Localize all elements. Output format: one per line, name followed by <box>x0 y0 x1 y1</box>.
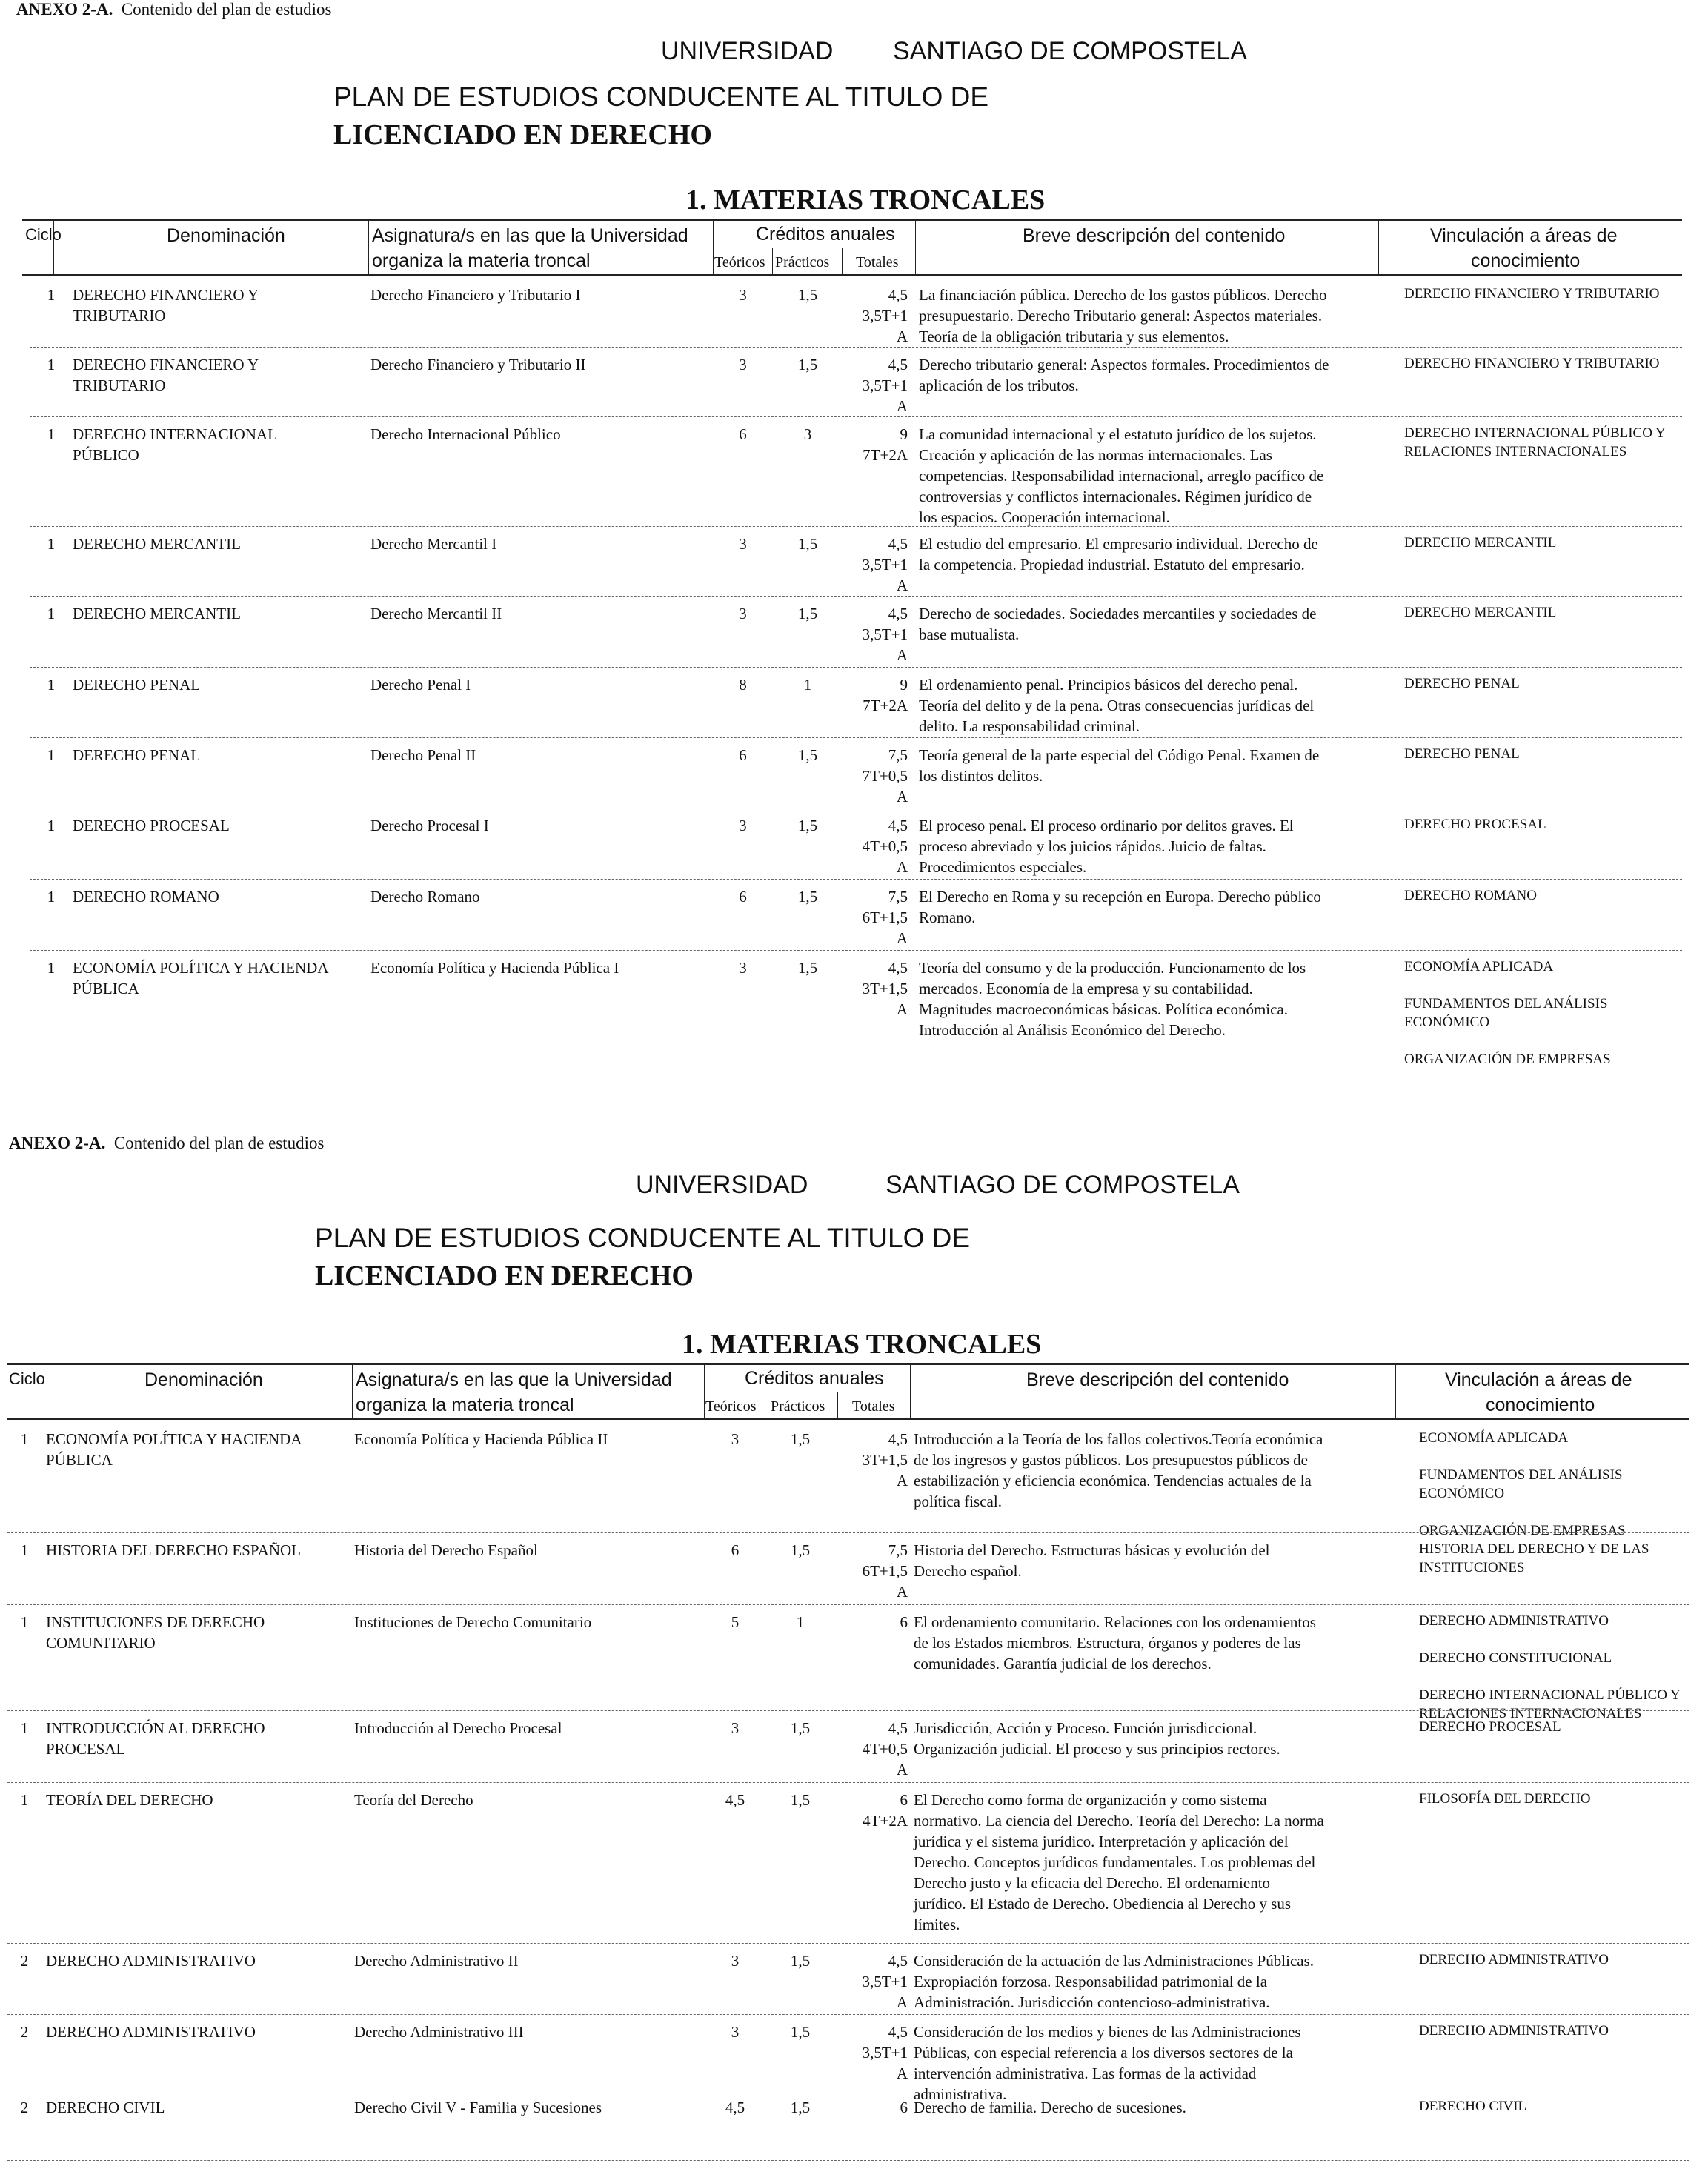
row-ciclo: 1 <box>47 676 56 694</box>
header-vinculacion-line2: conocimiento <box>1471 250 1581 271</box>
row-areas: DERECHO MERCANTIL <box>1404 605 1557 620</box>
row-practicos: 1,5 <box>797 746 818 764</box>
row-areas: DERECHO PENAL <box>1404 676 1520 691</box>
university-label: UNIVERSIDAD <box>661 37 834 65</box>
row-denominacion: INTRODUCCIÓN AL DERECHO PROCESAL <box>46 1719 265 1758</box>
row-descripcion: El estudio del empresario. El empresario individual. Derecho de la competencia. Propiedad industrial. Estatuto del empresario. <box>919 535 1318 574</box>
row-totales: 6 <box>900 1613 908 1631</box>
row-practicos: 1 <box>796 1613 805 1631</box>
row-divider <box>30 596 1682 597</box>
row-areas: DERECHO PROCESAL <box>1404 817 1546 832</box>
header-vinculacion-line2: conocimiento <box>1486 1395 1595 1415</box>
row-ciclo: 1 <box>47 746 56 764</box>
row-ciclo: 1 <box>47 605 56 622</box>
header-teoricos: Teóricos <box>714 254 765 270</box>
row-denominacion: DERECHO PENAL <box>73 676 201 694</box>
row-teoricos: 8 <box>739 676 747 694</box>
header-totales: Totales <box>856 254 899 270</box>
row-asignatura: Introducción al Derecho Procesal <box>354 1719 562 1737</box>
row-ciclo: 1 <box>20 1791 29 1809</box>
row-practicos: 1,5 <box>790 1541 811 1559</box>
row-practicos: 1,5 <box>797 959 818 977</box>
row-practicos: 1,5 <box>797 356 818 373</box>
row-denominacion: TEORÍA DEL DERECHO <box>46 1791 213 1809</box>
header-descripcion: Breve descripción del contenido <box>1026 1369 1289 1390</box>
section-title: 1. MATERIAS TRONCALES <box>682 1329 1042 1360</box>
row-practicos: 1,5 <box>790 1791 811 1809</box>
row-divider <box>7 1943 1689 1944</box>
row-totales: 4,5 4T+0,5 A <box>862 1719 908 1778</box>
row-practicos: 1,5 <box>797 888 818 906</box>
row-asignatura: Derecho Financiero y Tributario II <box>370 356 586 373</box>
row-descripcion: Teoría del consumo y de la producción. Funcionamento de los mercados. Economía de la empresa y su contabilidad. Magnitudes macroeconómicas básicas. Política económica. Introducción al Análisis Económico del Derecho. <box>919 959 1306 1039</box>
row-descripcion: El Derecho en Roma y su recepción en Europa. Derecho público Romano. <box>919 888 1321 926</box>
header-vinculacion-line1: Vinculación a áreas de <box>1445 1369 1632 1390</box>
row-totales: 4,5 3,5T+1 A <box>862 286 908 345</box>
row-totales: 9 7T+2A <box>863 676 908 714</box>
row-asignatura: Economía Política y Hacienda Pública I <box>370 959 619 977</box>
row-denominacion: DERECHO INTERNACIONAL PÚBLICO <box>73 425 277 464</box>
plan-title: PLAN DE ESTUDIOS CONDUCENTE AL TITULO DE <box>333 82 989 112</box>
row-ciclo: 1 <box>47 286 56 304</box>
row-practicos: 1,5 <box>790 2023 811 2041</box>
row-ciclo: 2 <box>20 1952 29 1970</box>
row-descripcion: El Derecho como forma de organización y como sistema normativo. La ciencia del Derecho. Teoría del Derecho: La norma jurídica y el sistema jurídico. Interpretación y aplicación del Derecho. Conceptos jurídicos fundamentales. Los problemas del Derecho justo y la eficacia del Derecho. El ordenamiento jurídico. El Estado de Derecho. Obediencia al Derecho y sus límites. <box>914 1791 1324 1933</box>
row-denominacion: HISTORIA DEL DERECHO ESPAÑOL <box>46 1541 301 1559</box>
row-totales: 4,5 3T+1,5 A <box>862 1430 908 1489</box>
row-descripcion: El ordenamiento penal. Principios básicos del derecho penal. Teoría del delito y de la pena. Otras consecuencias jurídicas del delito. La responsabilidad criminal. <box>919 676 1315 735</box>
row-asignatura: Derecho Administrativo II <box>354 1952 519 1970</box>
row-areas: DERECHO ADMINISTRATIVO <box>1419 1952 1609 1967</box>
row-divider <box>7 2160 1689 2161</box>
header-creditos: Créditos anuales <box>756 224 895 245</box>
row-areas: DERECHO PROCESAL <box>1419 1719 1561 1735</box>
row-asignatura: Derecho Administrativo III <box>354 2023 524 2041</box>
row-denominacion: DERECHO MERCANTIL <box>73 605 241 622</box>
header-totales: Totales <box>852 1398 895 1415</box>
row-practicos: 1,5 <box>790 1430 811 1448</box>
row-totales: 4,5 3,5T+1 A <box>862 535 908 594</box>
row-descripcion: Historia del Derecho. Estructuras básicas y evolución del Derecho español. <box>914 1541 1270 1580</box>
row-teoricos: 5 <box>731 1613 740 1631</box>
row-descripcion: Consideración de la actuación de las Administraciones Públicas. Expropiación forzosa. Responsabilidad patrimonial de la Administración. Jurisdicción contencioso-administrativa. <box>914 1952 1315 2011</box>
row-teoricos: 3 <box>739 535 747 553</box>
row-denominacion: DERECHO ADMINISTRATIVO <box>46 1952 256 1970</box>
row-descripcion: Derecho de sociedades. Sociedades mercantiles y sociedades de base mutualista. <box>919 605 1317 643</box>
row-ciclo: 1 <box>47 356 56 373</box>
row-asignatura: Teoría del Derecho <box>354 1791 473 1809</box>
header-descripcion: Breve descripción del contenido <box>1023 225 1286 246</box>
row-denominacion: DERECHO ROMANO <box>73 888 219 906</box>
row-divider <box>30 950 1682 951</box>
header-ciclo: Ciclo <box>25 225 62 244</box>
university-name: SANTIAGO DE COMPOSTELA <box>885 1171 1240 1199</box>
row-practicos: 1,5 <box>790 1952 811 1970</box>
row-asignatura: Derecho Civil V - Familia y Sucesiones <box>354 2099 602 2116</box>
row-ciclo: 1 <box>20 1541 29 1559</box>
row-asignatura: Derecho Mercantil I <box>370 535 497 553</box>
degree-title: LICENCIADO EN DERECHO <box>333 119 712 150</box>
row-divider <box>30 347 1682 348</box>
row-teoricos: 6 <box>731 1541 740 1559</box>
section-title: 1. MATERIAS TRONCALES <box>685 185 1046 216</box>
row-teoricos: 3 <box>739 356 747 373</box>
degree-title: LICENCIADO EN DERECHO <box>315 1260 694 1292</box>
plan-title: PLAN DE ESTUDIOS CONDUCENTE AL TITULO DE <box>315 1223 971 1253</box>
row-asignatura: Derecho Penal II <box>370 746 476 764</box>
header-asignatura-line1: Asignatura/s en las que la Universidad <box>356 1369 672 1390</box>
row-teoricos: 4,5 <box>725 2099 745 2116</box>
row-areas: DERECHO ROMANO <box>1404 888 1537 903</box>
row-asignatura: Derecho Penal I <box>370 676 471 694</box>
row-ciclo: 1 <box>47 535 56 553</box>
row-totales: 4,5 3T+1,5 A <box>862 959 908 1018</box>
row-denominacion: DERECHO MERCANTIL <box>73 535 241 553</box>
row-practicos: 1,5 <box>797 286 818 304</box>
row-denominacion: DERECHO FINANCIERO Y TRIBUTARIO <box>73 356 259 394</box>
row-asignatura: Derecho Financiero y Tributario I <box>370 286 581 304</box>
row-denominacion: DERECHO ADMINISTRATIVO <box>46 2023 256 2041</box>
row-teoricos: 6 <box>739 425 747 443</box>
row-totales: 4,5 3,5T+1 A <box>862 605 908 664</box>
row-totales: 9 7T+2A <box>863 425 908 464</box>
header-asignatura-line1: Asignatura/s en las que la Universidad <box>372 225 688 246</box>
row-teoricos: 3 <box>739 286 747 304</box>
row-totales: 6 <box>900 2099 908 2116</box>
row-asignatura: Derecho Romano <box>370 888 480 906</box>
header-asignatura-line2: organiza la materia troncal <box>372 250 591 271</box>
row-descripcion: Derecho tributario general: Aspectos formales. Procedimientos de aplicación de los tributos. <box>919 356 1329 394</box>
row-totales: 4,5 3,5T+1 A <box>862 1952 908 2011</box>
row-asignatura: Instituciones de Derecho Comunitario <box>354 1613 592 1631</box>
header-asignatura-line2: organiza la materia troncal <box>356 1395 574 1415</box>
row-denominacion: DERECHO CIVIL <box>46 2099 165 2116</box>
row-areas: DERECHO ADMINISTRATIVO <box>1419 2023 1609 2039</box>
row-divider <box>30 737 1682 738</box>
row-denominacion: ECONOMÍA POLÍTICA Y HACIENDA PÚBLICA <box>73 959 329 997</box>
row-areas: DERECHO FINANCIERO Y TRIBUTARIO <box>1404 286 1660 302</box>
row-asignatura: Derecho Procesal I <box>370 817 489 834</box>
row-areas: DERECHO FINANCIERO Y TRIBUTARIO <box>1404 356 1660 371</box>
row-practicos: 1,5 <box>797 817 818 834</box>
row-teoricos: 3 <box>731 2023 740 2041</box>
row-ciclo: 1 <box>47 425 56 443</box>
row-descripcion: Derecho de familia. Derecho de sucesiones. <box>914 2099 1186 2116</box>
row-teoricos: 6 <box>739 746 747 764</box>
row-areas: ECONOMÍA APLICADA FUNDAMENTOS DEL ANÁLISIS ECONÓMICO ORGANIZACIÓN DE EMPRESAS <box>1419 1430 1626 1538</box>
row-totales: 4,5 3,5T+1 A <box>862 356 908 415</box>
university-label: UNIVERSIDAD <box>636 1171 808 1199</box>
header-practicos: Prácticos <box>771 1398 825 1415</box>
row-teoricos: 4,5 <box>725 1791 745 1809</box>
row-denominacion: ECONOMÍA POLÍTICA Y HACIENDA PÚBLICA <box>46 1430 302 1469</box>
header-vinculacion-line1: Vinculación a áreas de <box>1430 225 1618 246</box>
row-practicos: 1,5 <box>790 1719 811 1737</box>
row-divider <box>7 1782 1689 1783</box>
row-denominacion: INSTITUCIONES DE DERECHO COMUNITARIO <box>46 1613 265 1652</box>
annex-heading: ANEXO 2-A. Contenido del plan de estudios <box>9 1134 325 1152</box>
row-totales: 6 4T+2A <box>863 1791 908 1830</box>
row-teoricos: 6 <box>739 888 747 906</box>
header-teoricos: Teóricos <box>705 1398 757 1415</box>
row-divider <box>7 1710 1689 1711</box>
row-areas: HISTORIA DEL DERECHO Y DE LAS INSTITUCIONES <box>1419 1541 1649 1575</box>
row-descripcion: El proceso penal. El proceso ordinario por delitos graves. El proceso abreviado y los juicios rápidos. Juicio de faltas. Procedimientos especiales. <box>919 817 1294 876</box>
row-teoricos: 3 <box>731 1952 740 1970</box>
row-teoricos: 3 <box>731 1430 740 1448</box>
row-areas: DERECHO PENAL <box>1404 746 1520 762</box>
row-asignatura: Derecho Mercantil II <box>370 605 502 622</box>
row-totales: 4,5 4T+0,5 A <box>862 817 908 876</box>
row-ciclo: 2 <box>20 2099 29 2116</box>
row-totales: 7,5 7T+0,5 A <box>862 746 908 806</box>
row-denominacion: DERECHO PENAL <box>73 746 201 764</box>
row-teoricos: 3 <box>739 959 747 977</box>
row-ciclo: 1 <box>47 817 56 834</box>
row-ciclo: 1 <box>47 959 56 977</box>
row-teoricos: 3 <box>731 1719 740 1737</box>
header-creditos: Créditos anuales <box>745 1368 884 1389</box>
row-ciclo: 1 <box>47 888 56 906</box>
row-descripcion: Introducción a la Teoría de los fallos colectivos.Teoría económica de los ingresos y gastos públicos. Los presupuestos públicos de estabilización y eficiencia económica. Tendencias actuales de la política fiscal. <box>914 1430 1323 1510</box>
row-totales: 7,5 6T+1,5 A <box>862 888 908 947</box>
row-denominacion: DERECHO PROCESAL <box>73 817 230 834</box>
header-denominacion: Denominación <box>167 225 285 246</box>
row-ciclo: 1 <box>20 1430 29 1448</box>
row-descripcion: Teoría general de la parte especial del Código Penal. Examen de los distintos delitos. <box>919 746 1320 785</box>
university-name: SANTIAGO DE COMPOSTELA <box>893 37 1247 65</box>
page-2 <box>0 1119 1708 2169</box>
row-areas: DERECHO CIVIL <box>1419 2099 1527 2114</box>
row-practicos: 1,5 <box>790 2099 811 2116</box>
row-practicos: 1,5 <box>797 535 818 553</box>
row-areas: DERECHO INTERNACIONAL PÚBLICO Y RELACIONES INTERNACIONALES <box>1404 425 1666 459</box>
row-asignatura: Economía Política y Hacienda Pública II <box>354 1430 608 1448</box>
header-denominacion: Denominación <box>144 1369 263 1390</box>
row-divider <box>30 416 1682 417</box>
row-practicos: 3 <box>803 425 812 443</box>
header-ciclo: Ciclo <box>9 1369 45 1388</box>
row-totales: 4,5 3,5T+1 A <box>862 2023 908 2082</box>
row-practicos: 1,5 <box>797 605 818 622</box>
row-divider <box>7 1604 1689 1605</box>
annex-heading: ANEXO 2-A. Contenido del plan de estudios <box>16 0 332 19</box>
row-areas: DERECHO ADMINISTRATIVO DERECHO CONSTITUCIONAL DERECHO INTERNACIONAL PÚBLICO Y RELACIONES INTERNACIONALES <box>1419 1613 1681 1721</box>
row-divider <box>30 667 1682 668</box>
row-areas: DERECHO MERCANTIL <box>1404 535 1557 551</box>
row-divider <box>7 2014 1689 2015</box>
row-totales: 7,5 6T+1,5 A <box>862 1541 908 1601</box>
row-divider <box>7 1532 1689 1533</box>
row-descripcion: La financiación pública. Derecho de los gastos públicos. Derecho presupuestario. Derecho Tributario general: Aspectos materiales. Teoría de la obligación tributaria y sus elementos. <box>919 286 1327 345</box>
row-descripcion: Jurisdicción, Acción y Proceso. Función jurisdiccional. Organización judicial. El proceso y sus principios rectores. <box>914 1719 1280 1758</box>
row-teoricos: 3 <box>739 817 747 834</box>
row-asignatura: Historia del Derecho Español <box>354 1541 538 1559</box>
row-ciclo: 2 <box>20 2023 29 2041</box>
row-areas: FILOSOFÍA DEL DERECHO <box>1419 1791 1591 1807</box>
row-descripcion: La comunidad internacional y el estatuto jurídico de los sujetos. Creación y aplicación de las normas internacionales. Las competencias. Responsabilidad internacional, arreglo pacífico de controversias y conflictos internacionales. Régimen jurídico de los espacios. Cooperación internacional. <box>919 425 1324 526</box>
header-practicos: Prácticos <box>775 254 830 270</box>
row-ciclo: 1 <box>20 1613 29 1631</box>
row-descripcion: El ordenamiento comunitario. Relaciones con los ordenamientos de los Estados miembros. Estructura, órganos y poderes de las comunidades. Garantía judicial de los derechos. <box>914 1613 1316 1673</box>
row-ciclo: 1 <box>20 1719 29 1737</box>
row-areas: ECONOMÍA APLICADA FUNDAMENTOS DEL ANÁLISIS ECONÓMICO ORGANIZACIÓN DE EMPRESAS <box>1404 959 1611 1067</box>
row-asignatura: Derecho Internacional Público <box>370 425 561 443</box>
row-descripcion: Consideración de los medios y bienes de las Administraciones Públicas, con especial referencia a los diversos sectores de la intervención administrativa. Las formas de la actividad administrativa. <box>914 2023 1301 2103</box>
row-divider <box>30 526 1682 527</box>
row-practicos: 1 <box>803 676 812 694</box>
row-denominacion: DERECHO FINANCIERO Y TRIBUTARIO <box>73 286 259 325</box>
row-divider <box>30 879 1682 880</box>
row-teoricos: 3 <box>739 605 747 622</box>
